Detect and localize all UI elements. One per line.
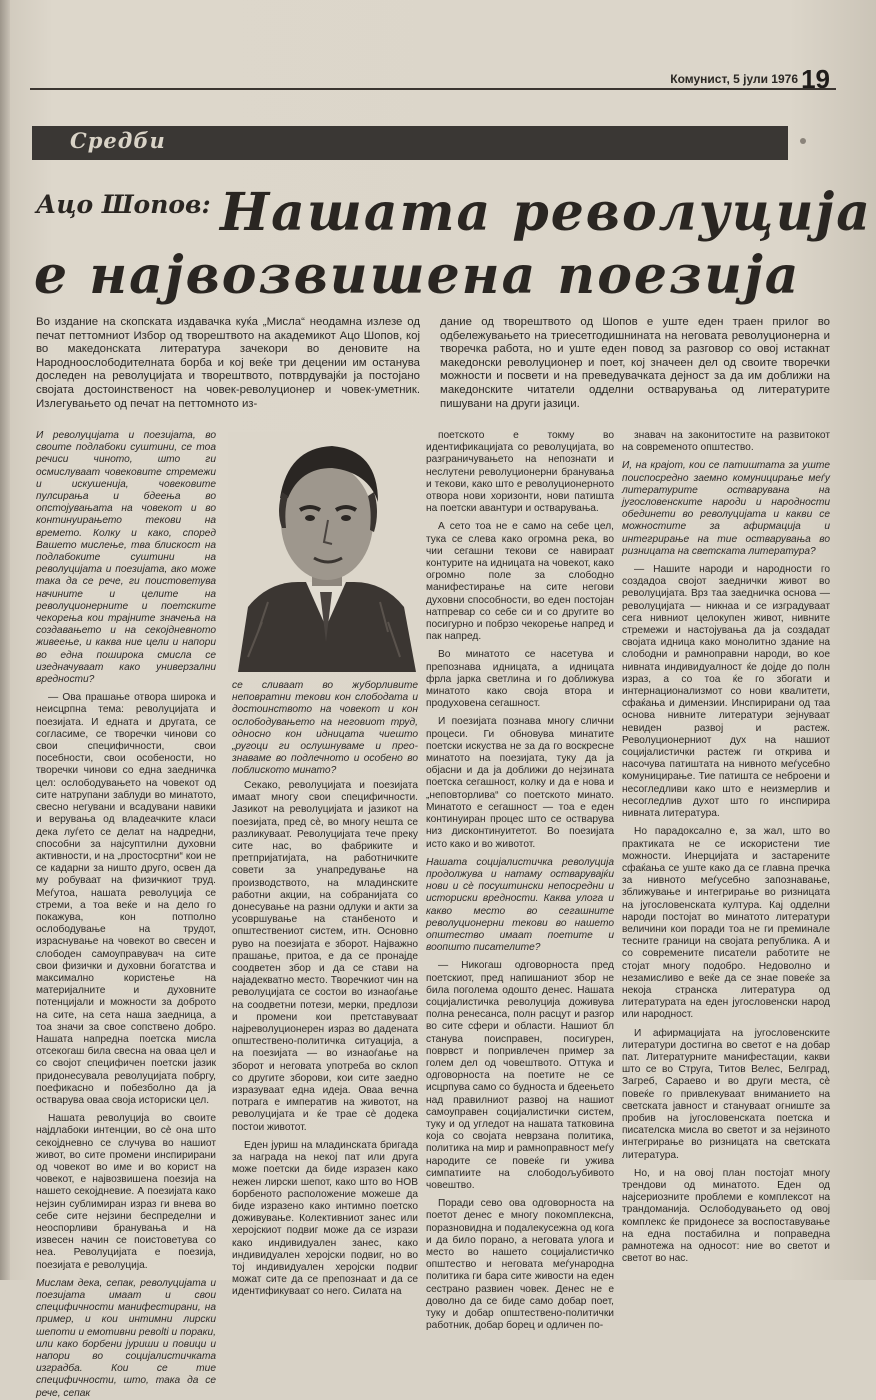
paragraph: И афирмацијата на југословенските литератури достигна во светот е на добар пат. Литературните манифестации, какви што се во Струга, Титов Велес, Белград, Загреб, Сараево и во други места, сè повеќе го привлекуваат вниманието на светската јавност и стануваат огниште за пробив на југословенската поетска и писателска мисла во светот и за нејзиното интегрирање во ризницата на светската литература. <box>622 1027 830 1161</box>
paragraph: Мислам дека, сепак, револуцијата и поезијата имаат и свои специфичности манифестирани, на пример, и кои интимни лирски шепоти и емотивни ревolti и пораки, или како борбени јуриши и повици и напори во социјалистичката изградба. Кои се тие специфичности, што, така да се рече, сепак <box>36 1277 216 1399</box>
paragraph: — Никогаш одговорноста пред поетскиот, пред напишаниот збор не била поголема одошто денес. Нашата социјалистичка револуција доживува полна ренесанса, полн расцут и разгор во сите сфери и области. Нашиот бл станува поисправен, посигурен, поврвст и попривлечен пример за голем дел од човештвото. Оттука и одговорноста на поетите не се исцрпува само со будноста и бдеењето над правилниот развој на нашиот самоуправен социјалистички систем, туку и од угледот на нашата татковина која со својата неврзана политика, политика на мир и рамноправност меѓу народите се повеќе ги ужива симпатиите на слободољубивото човештво. <box>426 960 614 1191</box>
headline-line-2: е највозвишена поезија <box>34 245 801 306</box>
paragraph: И, на крајот, кои се патиштата за уште поиспосредно заемно комуницирање меѓу литературите остварувана на југословенските народи и народности обединети во револуцијата и какви се можностите за афирмација и интегрирање на тие остварувања во ризницата на светската литература? <box>622 460 830 557</box>
paragraph: Поради сево ова одговорноста на поетот денес е многу покомплексна, поразновидна и подалекусежна од кога и да било порано, а неговата улога и место во нашето социјалистичко општество и неговата меѓународна политика ги бара сите живости на еден сестрано развиен човек. Денес не е доволно да се биде само добар поет, туку и добар општествено-политички работник, добар борец и одличен по- <box>426 1198 614 1332</box>
headline-line-1: Нашата револуција <box>220 182 872 243</box>
lead-paragraph-left: Во издание на скопската издавачка куќа „Мисла“ неодамна излезе од печат петтомниот Избор од творештвото на академикот Ацо Шопов, кој во македонската литература зачекори во деновите на Народноослободителната борба и кој веќе три децении им останува доследен на револуцијата и творештвото, потврдувајќи ја постојано својата достоинственост на човек-револуционер и човек-уметник. Излегувањето од печат на петтомното из- <box>36 316 420 410</box>
paragraph: знавач на законитостите на развитокот на современото општество. <box>622 430 830 454</box>
paragraph: Нашата социјалистичка револуција продолжува и натаму остварувајќи нови и сè посуштински непосредни и историски вредности. Каква улога и какво место во сегашните револуционерни текови во нашето општество имаат поетите и воопшто писателите? <box>426 856 614 954</box>
paragraph: — Нашите народи и народности го создадоа својот заеднички живот во револуцијата. Врз таа заедничка основа — револуцијата — никнаа и се изградуваат сега нивниот целокупен живот, нивните стремежи и настојувања да ја создадат својата идница како монолитно здание на слободни и рамноправни народи, во кое нивната индивидуалност ќе дојде до полн израз, а со тоа ќе го збогати и интернационализмот со нови квалитети, сфаќања и димензии. Инспирирани од таа основа нивните литератури зејнуваат невиден развој и растеж. Револуционерниот дух на нашиот социјалистички растеж ги открива и насочува патиштата на нивното меѓусебно комуницирање. Тие патишта се неброени и несогледливи како што е неизмерлив и несогледлив духот што го инспирира нивната литература. <box>622 564 830 820</box>
article-column-4 <box>622 430 830 1270</box>
lead-paragraph-right: дание од творештвото од Шопов е уште еден траен прилог во одбележувањето на триесетгодишнината на неговата револуционерна и творечка работа, но и уште еден повод за разговор со овој истакнат македонски револуционер и поет, кој значеен дел од своите творечки можности и посвети и на преведувачката дејност за да им доближи на македонските читатели одделни остварувања од литературите пишувани на други јазици. <box>440 316 830 410</box>
paragraph: И револуцијата и поезијата, во своите подлабоки суштини, се тоа речиси чиното, што ги осмислуваат човековите стремежи и искушенија, човековите пулсирања и бдеења во опстојувањата на човекот и во континуирањето текови на времето. Колку и како, според Вашето мислење, тва блискост на подлабоките суштини на револуцијата и поезијата, ако може така да се рече, ги поистоветува начините и целите на револуционерните и поетските чекорења кои трајните значења на создавањето и на секојдневното живеење, и каква ние цели и напори во една поширока смисла се изедначуваат како универзални вредности? <box>36 430 216 686</box>
paragraph: Во минатото се насетува и препознава идницата, а идницата фрла јарка светлина и го доближува минатото како своја втора и продуховена сегашност. <box>426 649 614 710</box>
paragraph: И поезијата познава многу слични процеси. Ги обновува минатите поетски искуства не за да го воскресне минатото на поезијата, туку да ја објасни и да ја доближи до нејзината поетска сегашност, колку и да е нова и „неповторлива“ со поетското минато. Минатото е сегашност — тоа е еден континуиран процес што се остварува низ дисконтинуитетот. Во поезијата исто како и во животот. <box>426 716 614 850</box>
paragraph: — Ова прашање отвора широка и неисцрпна тема: револуцијата и поезијата. И едната и другата, се согласиме, се творечки чинови со свои специфичности, свои посебности, свои особености, но творечки чинови со една заедничка цел: ослободувањето на човекот од сите натрупани заблуди во минатото, свесно негувани и всадувани навики и верувања од владеачките класи дека луѓето се делат на надредни, способни за најсуптилни духовни активности, и на „простосртни“ кои не се кадарни за ништо друго, освен да му робуваат на физичкиот труд. Меѓутоа, нашата револуција се стреми, а тоа веќе и на дело го покажува, кон потполно ослободување на трудот, израснување на човекот во свесен и слободен самоуправувач на сите свои физички и духовни богатства и максимално користење на материјалните и духовните потенцијали и можности за доброто на сите, на сета наша заедница, а тоа значи за свое сопствено добро. Нашата напредна поетска мисла отсекогаш била свесна на оваа цел и со својот специфичен поетски јазик придонесувала револуцијата побргу, поефикасно и побезболно да ја остварува оваа своја историски цел. <box>36 692 216 1106</box>
article-column-3 <box>426 430 614 1332</box>
paragraph: Но парадоксално е, за жал, што во практиката не се искористени тие можности. Инерцијата и застарените сфаќања се уште како да се главна пречка за нивното меѓусебно запознавање, зближување и интегрирање во ризницата на југословенската култура. Кај одделни народи постојат во минатото литератури величини кои поради тоа не ги преминале тесните граници на својата република. А и со современите писатели работите не стојат многу подобро. Недоволно и незамисливо е веќе да се знае повеќе за некоја странска литература од литературата на еден југословенски народ или народност. <box>622 826 830 1021</box>
section-label: Средби <box>70 128 166 153</box>
paragraph: поетското е токму во идентификацијата со револуцијата, во разграничувањето на непознати и неслутени револуционерни бранувања и текови, како што е револуционерното отвора нови хоризонти, нови патишта на поетски авантури и остварувања. <box>426 430 614 515</box>
paragraph: Нашата револуција во своите најдлабоки интенции, во сè она што секојдневно се случува во нашиот живот, во сите промени инспирирани од човекот во име и во корист на човекот, е највозвишена поезија на нашето секојдневие. А поезијата како нејзин сублимиран израз ги внева во себе сите нејзини беспределни и неоспорливи бранувања и на извесен начин се поистоветува со неа. Револуцијата е поезија, поезијата е револуција. <box>36 1113 216 1271</box>
paragraph: А сето тоа не е само на себе цел, тука се слева како огромна река, во чии сегашни текови се навираат контурите на идницата на човекот, како огромно поле за слободно манифестирање на сите негови духовни способности, во еден постојан натпревар со себе си и со другите во посигурно и побрзо чекорење напред и пак напред. <box>426 521 614 643</box>
article-column-1 <box>36 430 216 1399</box>
page-edge <box>0 0 10 1280</box>
header-rule <box>30 88 836 90</box>
article-column-2 <box>232 780 418 1298</box>
page-number: 19 <box>801 64 830 94</box>
bar-dot <box>800 138 806 144</box>
masthead: Комунист, 5 јули 1976 <box>670 72 798 86</box>
paragraph: Секако, револуцијата и поезијата имаат многу свои специфичности. Јазикот на револуцијата и јазикот на поезијата, пред сè, во многу нешта се разликуваат. Револуцијата тече преку сите нас, во фабриките и претпријатијата, на работничките совети за унапредување на производството, на младинските работни акции, на собранијата со донесување на разни одлуки и акти за усовршување на станбеното и општествениот систем, итн. Основно руво на поезијата е зборот. Најважно прашање, притоа, е да се пронајде соодветен збор и да се стави на најадекватно место. Творечкиот чин на револуцијата се состои во изнаоѓање на соодветни потези, мерки, предлози и промени кои претставуваат најреволуционерен израз во дадената општествено-политичка ситуација, а на поезијата — во изнаоѓање на зборот и неговата употреба во склоп со другите зборови, кои сите заедно изразуваат една идеја. Оваа вечна потрага е императив на животот, на револуцијата и ќе трае сè додека постои животот. <box>232 780 418 1133</box>
author-portrait <box>228 432 424 672</box>
portrait-caption: се сливаат во жуборливите неповратни текови кон слободата и достоинството на човекот и кон ослободувањето на неговиот труд, односно кон идницата чиешто „ругоци ги ослушнуваме и прео- знаваме во подлечното и особено во поблиското минато? <box>232 680 418 777</box>
paragraph: Еден јуриш на младинската бригада за награда на некој пат или друга може поетски да биде изразен како нежен лирски шепот, како што во НОВ борбеното расположение можеше да биде изразено како интимно поетско доживување. Колективниот занес или херојскиот подвиг може да се изрази како индивидуален занес, како индивидуален херојски подвиг, но во тој индивидуален херојски подвиг можат сите да се препознаат и да се идентификуваат со него. Силата на <box>232 1139 418 1298</box>
paragraph: Но, и на овој план постојат многу трендови од минатото. Еден од најсериозните проблеми е комплексот на трандоманија. Ослободувањето од овој комплекс ќе придонесе за воспоставување на една постабилна и поправедна рамнотежа на односот: ние во светот и светот во нас. <box>622 1167 830 1265</box>
article-author: Ацо Шопов: <box>36 190 211 219</box>
